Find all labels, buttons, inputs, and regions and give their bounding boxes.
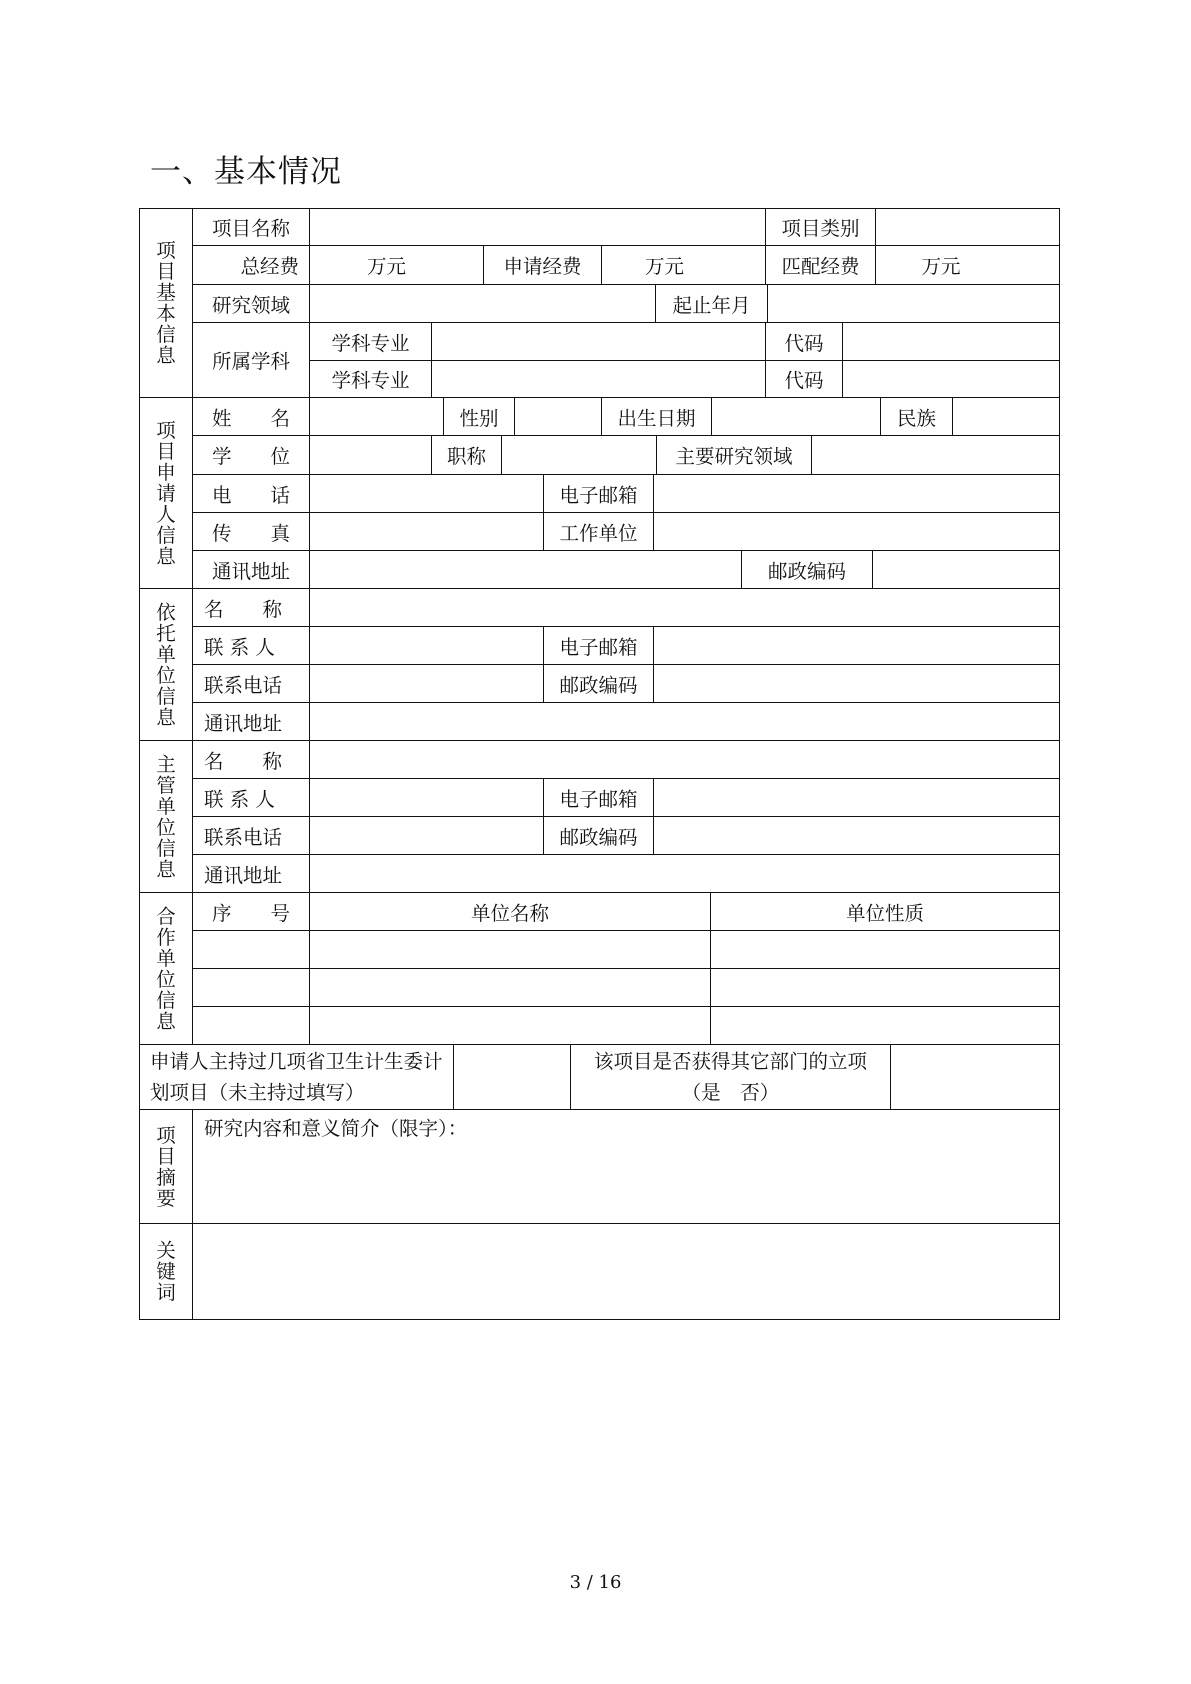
- host-contact-input[interactable]: [310, 627, 543, 664]
- group-label-char: 作: [156, 925, 176, 949]
- keywords-field[interactable]: [193, 1224, 1059, 1319]
- period-input[interactable]: [768, 285, 1059, 322]
- group-label-char: 位: [156, 967, 176, 991]
- code-input-1[interactable]: [843, 323, 1059, 360]
- hosted-projects-label: 申请人主持过几项省卫生计生委计划项目（未主持过填写）: [150, 1050, 443, 1104]
- host-name-input[interactable]: [310, 589, 1059, 626]
- partner-row-1[interactable]: [193, 931, 1059, 968]
- other-dept-input[interactable]: [891, 1045, 1059, 1109]
- group-label-char: 单: [156, 642, 176, 666]
- table-border: [139, 1109, 1059, 1110]
- applicant-name-input[interactable]: [310, 398, 443, 435]
- group-label-char: 项: [156, 239, 176, 262]
- host-address-label: 通讯地址: [204, 711, 283, 735]
- match-funds-label: 匹配经费: [781, 255, 860, 278]
- supervisor-phone-label: 联系电话: [204, 825, 283, 849]
- group-label-char: 基: [156, 281, 176, 304]
- host-postcode-input[interactable]: [654, 665, 1059, 702]
- phone-label: 电 话: [211, 483, 290, 507]
- group-label-char: 位: [156, 815, 176, 839]
- supervisor-phone-input[interactable]: [310, 817, 543, 854]
- group-label-char: 目: [156, 439, 176, 463]
- gender-label: 性别: [459, 406, 499, 430]
- abstract-field[interactable]: [204, 1113, 1054, 1221]
- supervisor-postcode-input[interactable]: [654, 817, 1059, 854]
- birth-input[interactable]: [712, 398, 880, 435]
- group-label-char: 合: [156, 904, 176, 928]
- partner-unit-nature-header: 单位性质: [845, 901, 924, 925]
- project-name-input[interactable]: [310, 209, 765, 245]
- workplace-label: 工作单位: [559, 521, 638, 545]
- research-field-label: 研究领域: [211, 293, 290, 317]
- supervisor-name-label: 名 称: [204, 749, 283, 773]
- period-label: 起止年月: [672, 293, 751, 317]
- group-label-keywords: [140, 1224, 192, 1319]
- total-funds-unit: 万元: [366, 255, 406, 278]
- job-title-label: 职称: [446, 445, 486, 468]
- group-label-char: 单: [156, 794, 176, 818]
- group-label-char: 信: [156, 836, 176, 860]
- other-dept-label-line2: （是 否）: [681, 1081, 780, 1104]
- partner-seq-header: 序 号: [211, 901, 290, 925]
- group-label-char: 依: [156, 600, 176, 624]
- group-label-char: 位: [156, 663, 176, 687]
- group-label-char: 要: [156, 1186, 176, 1210]
- major-label-1: 学科专业: [331, 331, 410, 355]
- table-border: [139, 1319, 1059, 1320]
- host-postcode-label: 邮政编码: [559, 673, 638, 697]
- code-input-2[interactable]: [843, 361, 1059, 397]
- main-field-input[interactable]: [812, 436, 1059, 474]
- abstract-prompt: 研究内容和意义简介（限字）：: [204, 1117, 468, 1140]
- applicant-name-label: 姓 名: [211, 406, 290, 430]
- host-name-label: 名 称: [204, 597, 283, 621]
- major-label-2: 学科专业: [331, 369, 410, 392]
- supervisor-name-input[interactable]: [310, 741, 1059, 778]
- postcode-label: 邮政编码: [767, 559, 846, 583]
- project-category-input[interactable]: [876, 209, 1059, 245]
- group-label-supervisor-unit: [140, 741, 192, 892]
- research-field-input[interactable]: [310, 285, 655, 322]
- group-label-char: 信: [156, 523, 176, 547]
- match-funds-unit: 万元: [921, 255, 961, 278]
- group-label-applicant: [140, 398, 192, 588]
- birth-label: 出生日期: [617, 406, 696, 430]
- partner-row-3[interactable]: [193, 1007, 1059, 1044]
- group-label-char: 词: [156, 1281, 176, 1304]
- supervisor-contact-input[interactable]: [310, 779, 543, 816]
- group-label-char: 项: [156, 1123, 176, 1147]
- group-label-char: 信: [156, 684, 176, 708]
- phone-input[interactable]: [310, 475, 543, 512]
- host-address-input[interactable]: [310, 703, 1059, 740]
- group-label-char: 摘: [156, 1165, 176, 1189]
- total-funds-label: 总经费: [240, 255, 299, 278]
- supervisor-address-label: 通讯地址: [204, 863, 283, 887]
- group-label-char: 键: [156, 1260, 176, 1283]
- other-dept-label-line1: 该项目是否获得其它部门的立项: [593, 1050, 867, 1073]
- group-label-char: 息: [156, 857, 176, 881]
- supervisor-contact-label: 联 系 人: [204, 787, 275, 811]
- apply-funds-label: 申请经费: [503, 255, 582, 278]
- group-label-partner-unit: [140, 893, 192, 1044]
- group-label-char: 托: [156, 621, 176, 645]
- partner-row-2[interactable]: [193, 969, 1059, 1006]
- group-label-char: 关: [156, 1239, 176, 1262]
- project-category-label: 项目类别: [781, 217, 860, 240]
- page-number: 3 / 16: [569, 1572, 622, 1593]
- fax-label: 传 真: [211, 521, 290, 545]
- group-label-char: 项: [156, 418, 176, 442]
- ethnic-label: 民族: [896, 406, 936, 430]
- group-label-char: 主: [156, 752, 176, 776]
- degree-input[interactable]: [310, 436, 431, 474]
- email-input[interactable]: [654, 475, 1059, 512]
- email-label: 电子邮箱: [559, 483, 638, 507]
- fax-input[interactable]: [310, 513, 543, 550]
- main-field-label: 主要研究领域: [675, 445, 793, 468]
- group-label-char: 息: [156, 705, 176, 729]
- host-phone-input[interactable]: [310, 665, 543, 702]
- project-name-label: 项目名称: [211, 217, 290, 240]
- group-label-char: 信: [156, 988, 176, 1012]
- discipline-label: 所属学科: [211, 350, 290, 373]
- group-label-char: 息: [156, 544, 176, 568]
- group-label-char: 人: [156, 502, 176, 526]
- group-label-char: 息: [156, 344, 176, 367]
- section-title: 一、基本情况: [150, 154, 342, 190]
- group-label-char: 信: [156, 323, 176, 346]
- major-input-2[interactable]: [432, 361, 765, 397]
- gender-input[interactable]: [515, 398, 601, 435]
- code-label-1: 代码: [784, 331, 824, 355]
- group-label-char: 单: [156, 946, 176, 970]
- host-contact-label: 联 系 人: [204, 635, 275, 659]
- group-label-char: 息: [156, 1009, 176, 1033]
- supervisor-postcode-label: 邮政编码: [559, 825, 638, 849]
- postcode-input[interactable]: [873, 551, 1059, 588]
- supervisor-address-input[interactable]: [310, 855, 1059, 892]
- group-label-char: 目: [156, 1144, 176, 1168]
- group-label-abstract: [140, 1110, 192, 1223]
- group-label-project-basic: [140, 209, 192, 397]
- host-email-input[interactable]: [654, 627, 1059, 664]
- supervisor-email-label: 电子邮箱: [559, 787, 638, 811]
- ethnic-input[interactable]: [953, 398, 1059, 435]
- host-phone-label: 联系电话: [204, 673, 283, 697]
- group-label-char: 请: [156, 481, 176, 505]
- address-label: 通讯地址: [211, 559, 290, 583]
- address-input[interactable]: [310, 551, 741, 588]
- partner-unit-name-header: 单位名称: [470, 901, 549, 925]
- supervisor-email-input[interactable]: [654, 779, 1059, 816]
- group-label-char: 目: [156, 260, 176, 283]
- group-label-char: 申: [156, 460, 176, 484]
- hosted-projects-input[interactable]: [454, 1045, 570, 1109]
- code-label-2: 代码: [784, 369, 824, 392]
- host-email-label: 电子邮箱: [559, 635, 638, 659]
- workplace-input[interactable]: [654, 513, 1059, 550]
- group-label-char: 管: [156, 773, 176, 797]
- group-label-host-unit: [140, 589, 192, 740]
- job-title-input[interactable]: [502, 436, 656, 474]
- other-dept-label: [571, 1045, 890, 1109]
- apply-funds-unit: 万元: [644, 255, 684, 278]
- table-border: [1059, 208, 1060, 1320]
- major-input-1[interactable]: [432, 323, 765, 360]
- degree-label: 学 位: [211, 445, 290, 468]
- group-label-char: 本: [156, 302, 176, 325]
